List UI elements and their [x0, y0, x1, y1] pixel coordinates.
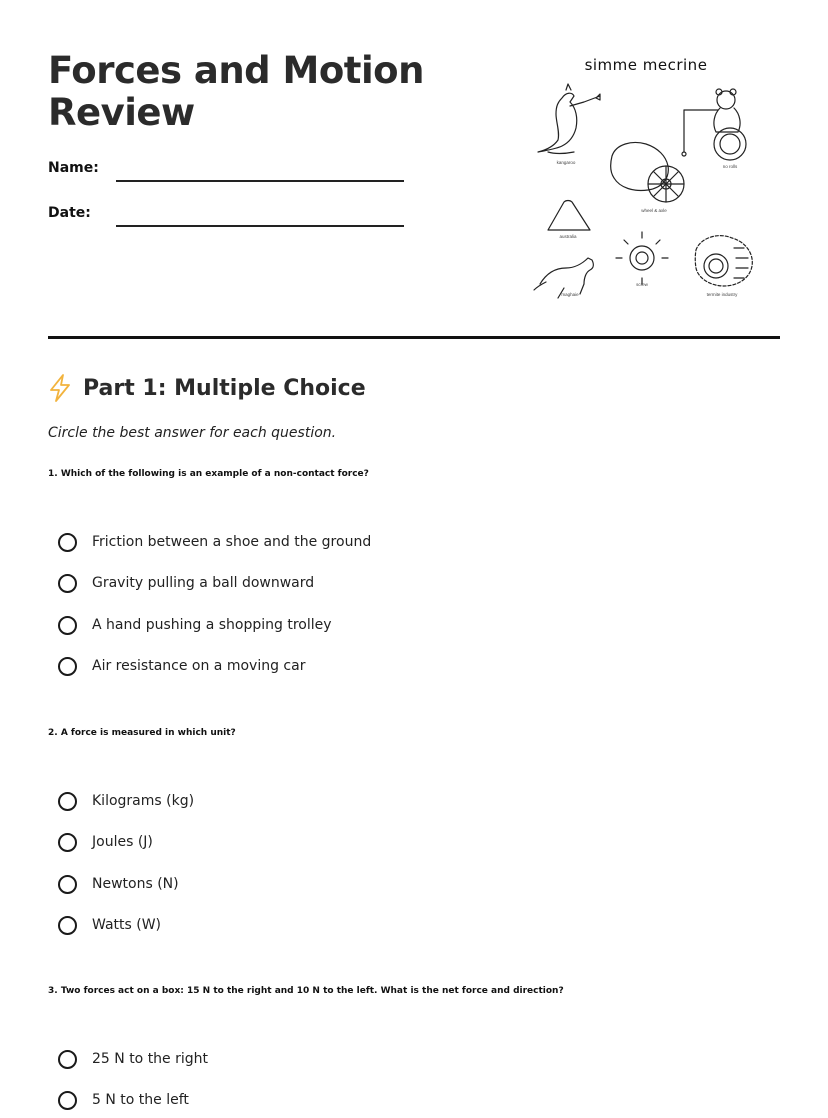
radio-circle-icon[interactable]	[58, 574, 77, 593]
option-label: Joules (J)	[92, 834, 153, 850]
radio-circle-icon[interactable]	[58, 916, 77, 935]
answer-option[interactable]	[58, 788, 558, 814]
gear-icon	[695, 236, 752, 286]
caption-wheel-axle: wheel & axle	[641, 208, 667, 213]
option-label: Air resistance on a moving car	[92, 658, 306, 674]
caption-screw: screw	[636, 282, 648, 287]
option-label: 25 N to the right	[92, 1051, 209, 1067]
name-field[interactable]	[48, 158, 408, 188]
option-label: 5 N to the left	[92, 1092, 189, 1108]
radio-circle-icon[interactable]	[58, 1091, 77, 1110]
worksheet-header	[48, 0, 780, 338]
page-title: Forces and Motion Review	[48, 49, 424, 134]
answer-option[interactable]	[58, 1087, 558, 1113]
header-divider	[48, 336, 780, 339]
date-label: Date:	[48, 205, 91, 221]
lightning-icon	[48, 374, 72, 402]
answer-option[interactable]	[58, 529, 558, 555]
date-write-line[interactable]	[116, 225, 404, 227]
section-title-text: Part 1: Multiple Choice	[83, 375, 366, 401]
screw-icon	[616, 232, 668, 284]
question-text: 1. Which of the following is an example of a non-contact force?	[48, 469, 369, 479]
option-label: Kilograms (kg)	[92, 793, 195, 809]
question-1	[48, 469, 788, 674]
radio-circle-icon[interactable]	[58, 616, 77, 635]
radio-circle-icon[interactable]	[58, 1050, 77, 1069]
question-3	[48, 986, 788, 1108]
simple-machines-illustration	[526, 52, 764, 304]
name-label: Name:	[48, 160, 99, 176]
answer-option[interactable]	[58, 829, 558, 855]
caption-no-rolls: no rolls	[722, 164, 738, 169]
answer-option[interactable]	[58, 570, 558, 596]
option-label: Friction between a shoe and the ground	[92, 534, 372, 550]
illustration-title: simme mecrine	[584, 56, 708, 74]
date-field[interactable]	[48, 203, 408, 233]
caption-australia: australia	[559, 234, 577, 239]
wheel-and-axle-icon	[611, 143, 684, 203]
radio-circle-icon[interactable]	[58, 875, 77, 894]
radio-circle-icon[interactable]	[58, 792, 77, 811]
option-label: A hand pushing a shopping trolley	[92, 617, 332, 633]
radio-circle-icon[interactable]	[58, 533, 77, 552]
radio-circle-icon[interactable]	[58, 833, 77, 852]
option-label: Newtons (N)	[92, 876, 179, 892]
question-text: 3. Two forces act on a box: 15 N to the right and 10 N to the left. What is the net force and direction?	[48, 986, 564, 996]
name-write-line[interactable]	[116, 180, 404, 182]
section-title	[48, 374, 366, 402]
wedge-icon	[548, 201, 590, 231]
answer-option[interactable]	[58, 1046, 558, 1072]
caption-termite: termite industry	[706, 292, 738, 297]
option-label: Gravity pulling a ball downward	[92, 575, 315, 591]
answer-option[interactable]	[58, 871, 558, 897]
instructions-text: Circle the best answer for each question.	[48, 425, 337, 441]
koala-wheel-icon	[682, 89, 746, 160]
answer-option[interactable]	[58, 612, 558, 638]
caption-kangaroo: kangaroo	[556, 160, 576, 165]
radio-circle-icon[interactable]	[58, 657, 77, 676]
option-label: Watts (W)	[92, 917, 162, 933]
answer-option[interactable]	[58, 912, 558, 938]
kangaroo-icon	[538, 84, 600, 154]
worksheet-page	[48, 0, 780, 1118]
caption-maghaie: maghaie	[561, 292, 579, 297]
machines-drawing	[526, 80, 764, 304]
question-2	[48, 728, 788, 933]
question-text: 2. A force is measured in which unit?	[48, 728, 236, 738]
answer-option[interactable]	[58, 653, 558, 679]
